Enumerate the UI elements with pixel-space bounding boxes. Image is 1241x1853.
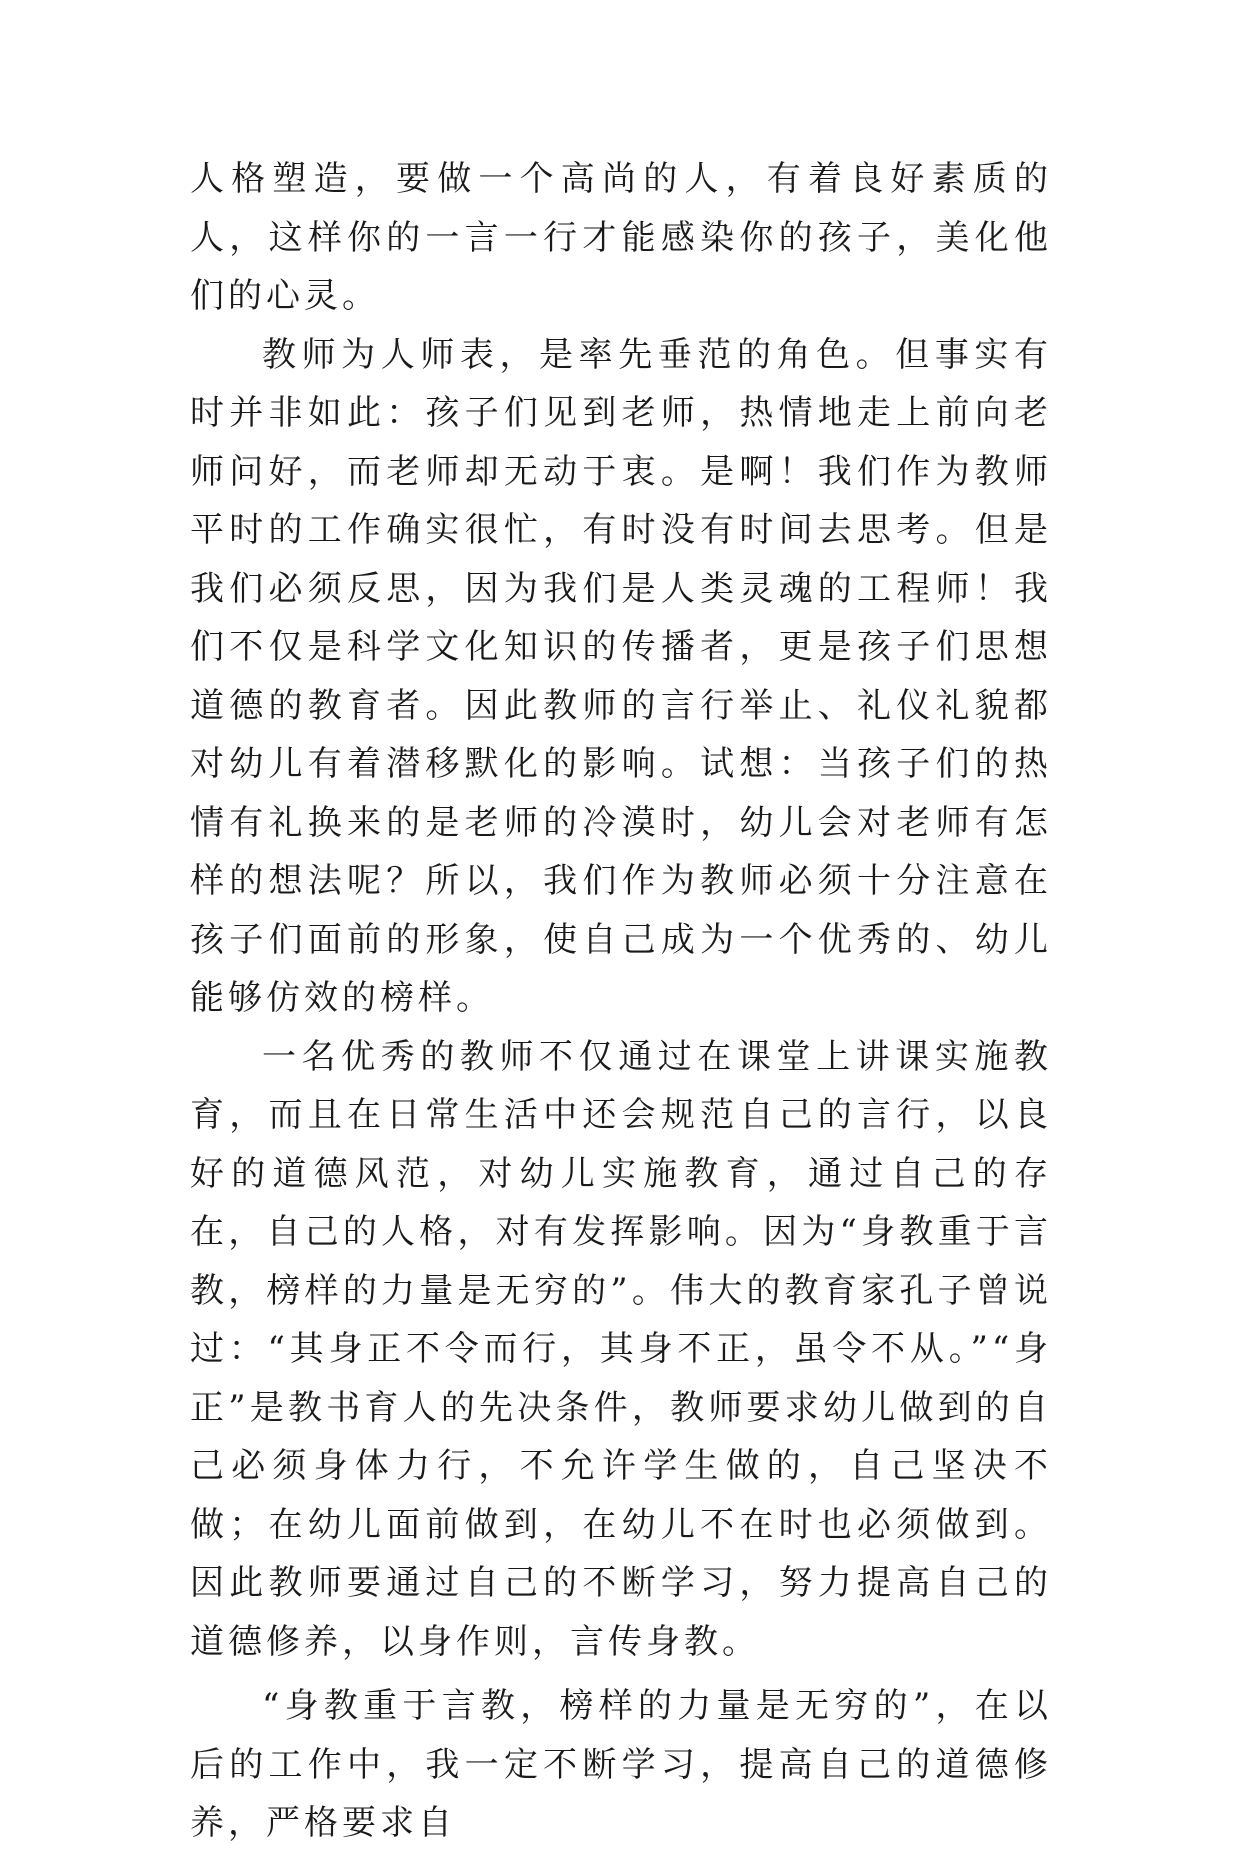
paragraph-2: 教师为人师表，是率先垂范的角色。但事实有时并非如此：孩子们见到老师，热情地走上前向老师问好，而老师却无动于衷。是啊！我们作为教师平时的工作确实很忙，有时没有时间去思考。但是我们必须反思，因为我们是人类灵魂的工程师！我们不仅是科学文化知识的传播者，更是孩子们思想道德的教育者。因此教师的言行举止、礼仪礼貌都对幼儿有着潜移默化的影响。试想：当孩子们的热情有礼换来的是老师的冷漠时，幼儿会对老师有怎样的想法呢？所以，我们作为教师必须十分注意在孩子们面前的形象，使自己成为一个优秀的、幼儿能够仿效的榜样。 bbox=[190, 334, 1052, 1018]
paragraph-3: 一名优秀的教师不仅通过在课堂上讲课实施教育，而且在日常生活中还会规范自己的言行，以良好的道德风范，对幼儿实施教育，通过自己的存在，自己的人格，对有发挥影响。因为“身教重于言教，榜样的力量是无穷的”。伟大的教育家孔子曾说过：“其身正不令而行，其身不正，虽令不从。”“身正”是教书育人的先决条件，教师要求幼儿做到的自己必须身体力行，不允许学生做的，自己坚决不做；在幼儿面前做到，在幼儿不在时也必须做到。因此教师要通过自己的不断学习，努力提高自己的道德修养，以身作则，言传身教。 bbox=[190, 1036, 1052, 1662]
paragraph-4: “身教重于言教，榜样的力量是无穷的”，在以后的工作中，我一定不断学习，提高自己的道德修养，严格要求自 bbox=[190, 1686, 1052, 1843]
paragraph-1: 人格塑造，要做一个高尚的人，有着良好素质的人，这样你的一言一行才能感染你的孩子，美化他们的心灵。 bbox=[190, 159, 1052, 316]
document-body bbox=[190, 150, 1052, 1853]
